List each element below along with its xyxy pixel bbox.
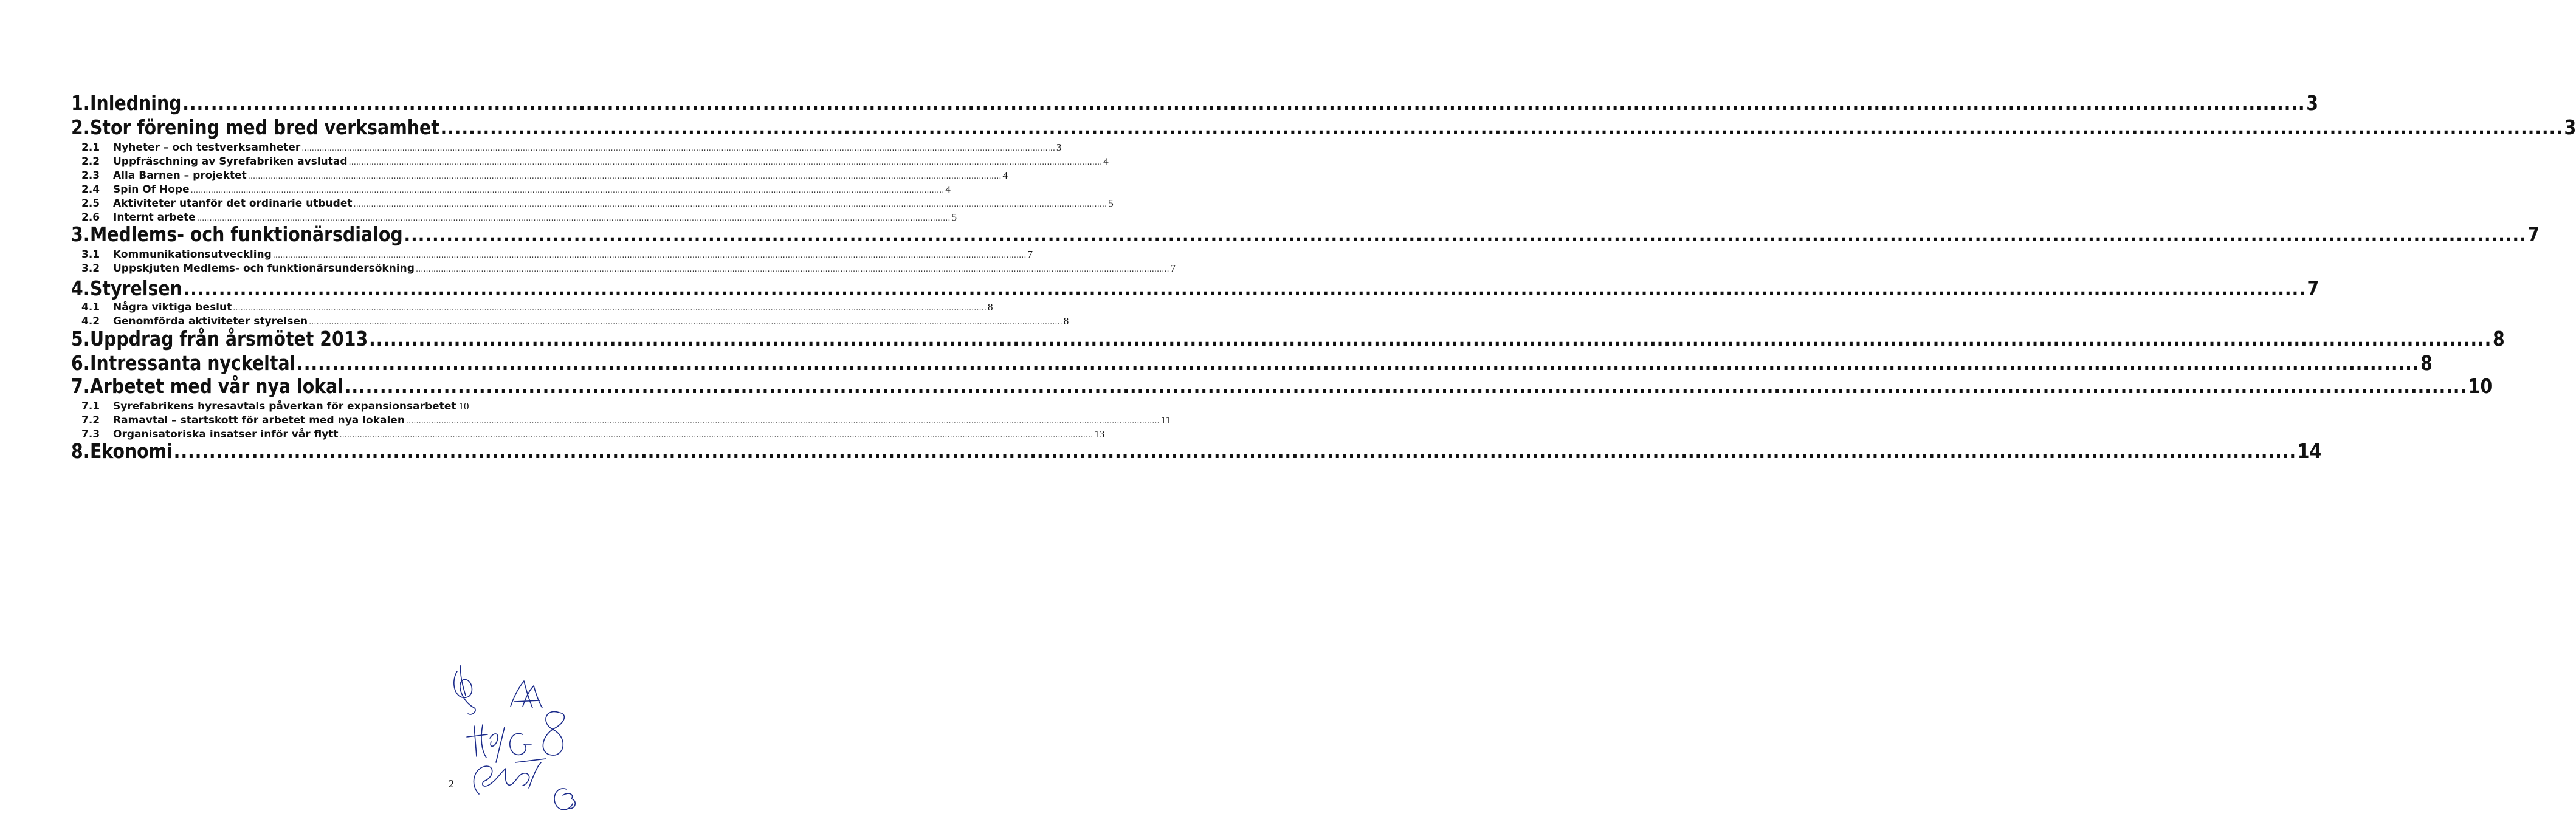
toc-number: 8. [71, 439, 90, 463]
toc-entry-2-2 [81, 156, 1109, 168]
toc-page: 11 [1160, 414, 1171, 426]
dot-leader: ............................................................................................................................................................................................................................................................................................................ [182, 91, 2306, 115]
dot-leader: ............................................................................................................................................................................................................................................................................................................ [233, 304, 987, 313]
handwritten-initials [438, 659, 577, 817]
toc-title: Några viktiga beslut [113, 301, 232, 313]
toc-page: 3 [1056, 142, 1062, 153]
toc-page: 10 [458, 400, 469, 412]
toc-number: 7. [71, 374, 90, 398]
toc-page: 5 [1108, 197, 1114, 209]
dot-leader: ............................................................................................................................................................................................................................................................................................................ [196, 214, 951, 223]
toc-entry-2-3 [81, 169, 1008, 182]
toc-page: 4 [1103, 156, 1109, 167]
dot-leader: ............................................................................................................................................................................................................................................................................................................ [183, 276, 2306, 300]
toc-number: 2.3 [81, 169, 100, 182]
toc-number: 7.3 [81, 428, 100, 440]
dot-leader: ............................................................................................................................................................................................................................................................................................................ [404, 222, 2527, 246]
dot-leader: ............................................................................................................................................................................................................................................................................................................ [368, 327, 2492, 351]
toc-title: Syrefabrikens hyresavtals påverkan för expansionsarbetet [113, 400, 456, 412]
toc-number: 4. [71, 276, 90, 300]
toc-title: Nyheter – och testverksamheter [113, 142, 301, 154]
dot-leader: ............................................................................................................................................................................................................................................................................................................ [353, 200, 1107, 209]
toc-page: 3 [2306, 91, 2318, 115]
toc-number: 4.1 [81, 301, 100, 313]
toc-page: 7 [1027, 248, 1033, 260]
page-number: 2 [449, 778, 454, 790]
toc-title: Styrelsen [89, 276, 182, 300]
toc-title: Genomförda aktiviteter styrelsen [113, 315, 308, 327]
toc-entry-7-1 [81, 400, 469, 412]
toc-entry-2-6 [81, 211, 957, 224]
toc-number: 3. [71, 222, 90, 246]
toc-page: 7 [2527, 222, 2540, 246]
toc-entry-2-1 [81, 142, 1062, 154]
toc-entry-3-2 [81, 262, 1176, 275]
dot-leader: ............................................................................................................................................................................................................................................................................................................ [348, 158, 1103, 167]
toc-page: 4 [1002, 169, 1008, 181]
toc-entry-3-1 [81, 248, 1033, 261]
toc-entry-4-1 [81, 301, 993, 313]
toc-title: Kommunikationsutveckling [113, 248, 272, 261]
toc-number: 2.4 [81, 183, 100, 196]
toc-entry-4 [71, 276, 2319, 300]
toc-page: 5 [951, 211, 957, 223]
toc-title: Alla Barnen – projektet [113, 169, 247, 182]
dot-leader: ............................................................................................................................................................................................................................................................................................................ [173, 439, 2297, 463]
toc-number: 5. [71, 327, 90, 351]
toc-page: 8 [2420, 351, 2433, 375]
dot-leader: ............................................................................................................................................................................................................................................................................................................ [297, 351, 2420, 375]
toc-entry-8 [71, 439, 2322, 463]
dot-leader: ............................................................................................................................................................................................................................................................................................................ [405, 417, 1160, 426]
toc-page: 3 [2564, 115, 2576, 139]
toc-entry-7 [71, 374, 2493, 398]
dot-leader: ............................................................................................................................................................................................................................................................................................................ [247, 172, 1002, 181]
toc-page: 4 [945, 183, 951, 195]
toc-page: 13 [1094, 428, 1105, 440]
toc-title: Medlems- och funktionärsdialog [89, 222, 403, 246]
toc-entry-1 [71, 91, 2318, 115]
toc-title: Spin Of Hope [113, 183, 190, 196]
dot-leader: ............................................................................................................................................................................................................................................................................................................ [344, 374, 2468, 398]
toc-entry-2-4 [81, 183, 951, 196]
toc-number: 1. [71, 91, 90, 115]
toc-title: Aktiviteter utanför det ordinarie utbudet [113, 197, 353, 210]
toc-entry-5 [71, 327, 2505, 351]
toc-title: Ramavtal – startskott för arbetet med nya lokalen [113, 414, 405, 426]
toc-number: 3.2 [81, 262, 100, 275]
toc-number: 2. [71, 115, 90, 139]
toc-page: 8 [2493, 327, 2505, 351]
toc-number: 2.5 [81, 197, 100, 210]
toc-entry-2 [71, 115, 2576, 139]
toc-number: 3.1 [81, 248, 100, 261]
toc-number: 7.1 [81, 400, 100, 412]
toc-entry-2-5 [81, 197, 1114, 210]
dot-leader: ............................................................................................................................................................................................................................................................................................................ [309, 318, 1062, 327]
toc-title: Uppskjuten Medlems- och funktionärsundersökning [113, 262, 415, 275]
toc-number: 7.2 [81, 414, 100, 426]
toc-number: 2.6 [81, 211, 100, 224]
toc-title: Inledning [89, 91, 182, 115]
toc-title: Uppdrag från årsmötet 2013 [89, 327, 368, 351]
toc-title: Arbetet med vår nya lokal [89, 374, 344, 398]
toc-entry-7-2 [81, 414, 1171, 426]
toc-page: 7 [2307, 276, 2319, 300]
dot-leader: ............................................................................................................................................................................................................................................................................................................ [339, 431, 1093, 440]
toc-title: Uppfräschning av Syrefabriken avslutad [113, 156, 348, 168]
toc-title: Intressanta nyckeltal [89, 351, 296, 375]
toc-entry-7-3 [81, 428, 1105, 440]
toc-number: 4.2 [81, 315, 100, 327]
toc-number: 2.2 [81, 156, 100, 168]
toc-entry-4-2 [81, 315, 1069, 327]
toc-page: 8 [1063, 315, 1069, 327]
toc-title: Stor förening med bred verksamhet [89, 115, 439, 139]
toc-entry-3 [71, 222, 2540, 246]
toc-title: Internt arbete [113, 211, 196, 224]
toc-title: Ekonomi [89, 439, 173, 463]
dot-leader: ............................................................................................................................................................................................................................................................................................................ [440, 115, 2563, 139]
dot-leader: ............................................................................................................................................................................................................................................................................................................ [272, 251, 1027, 260]
toc-title: Organisatoriska insatser inför vår flytt [113, 428, 339, 440]
dot-leader: ............................................................................................................................................................................................................................................................................................................ [301, 144, 1055, 153]
dot-leader: ............................................................................................................................................................................................................................................................................................................ [415, 265, 1169, 274]
toc-number: 2.1 [81, 142, 100, 154]
dot-leader: ............................................................................................................................................................................................................................................................................................................ [190, 186, 945, 195]
toc-page: 7 [1170, 262, 1176, 274]
toc-entry-6 [71, 351, 2433, 375]
toc-page: 8 [987, 301, 993, 313]
toc-number: 6. [71, 351, 90, 375]
toc-page: 10 [2468, 374, 2493, 398]
toc-page: 14 [2297, 439, 2322, 463]
